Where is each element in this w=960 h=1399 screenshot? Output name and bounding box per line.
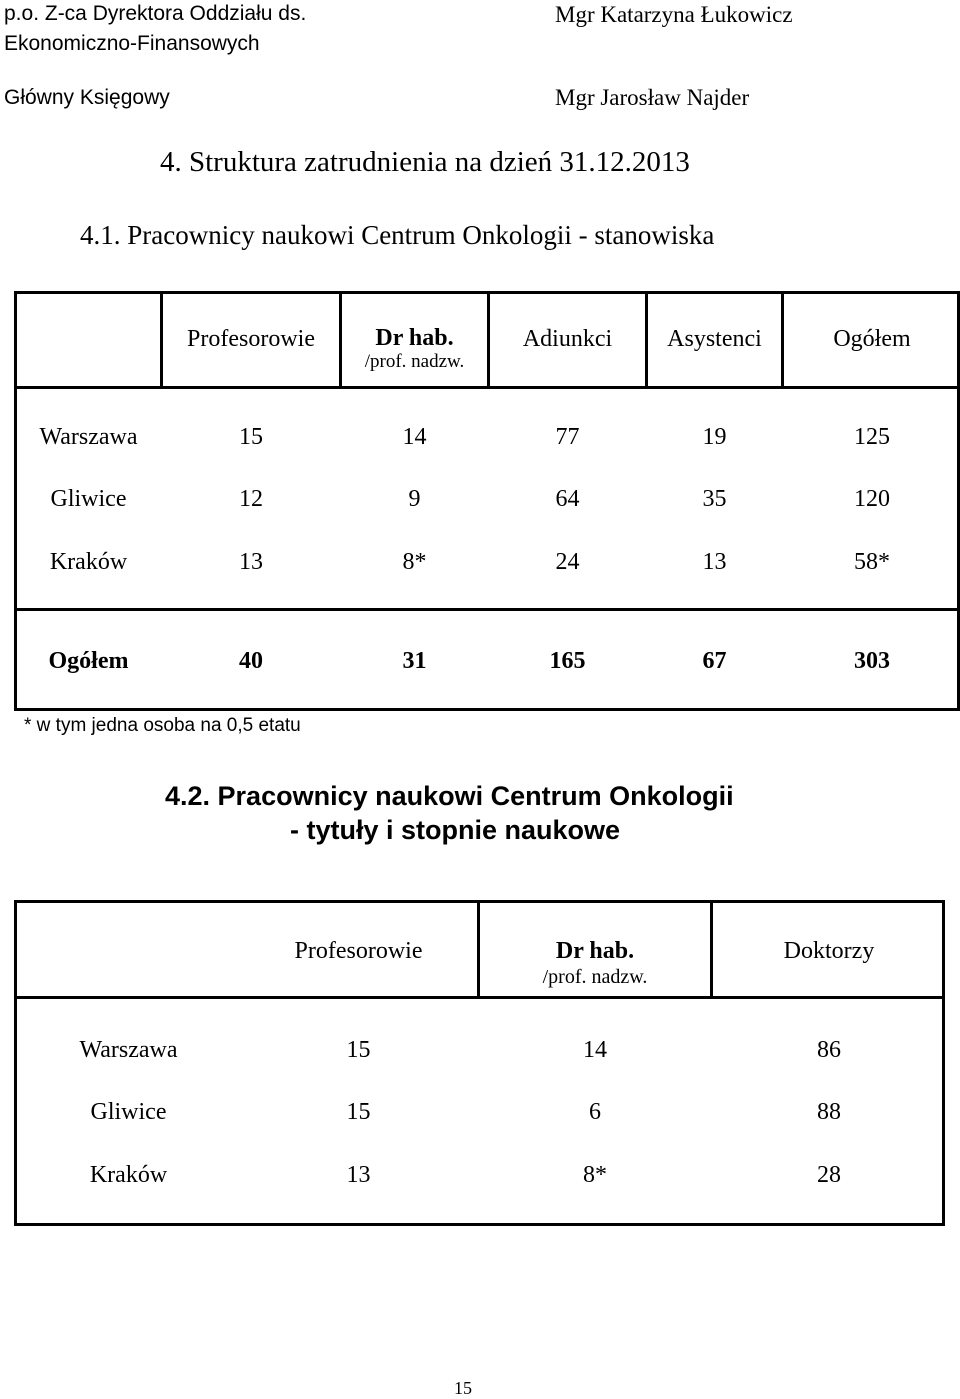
table1-row-label: Warszawa: [39, 424, 138, 450]
table2-cell: 15: [346, 1037, 371, 1063]
table1-col-header-line1: Profesorowie: [187, 326, 315, 352]
table1-cell: 13: [239, 549, 263, 575]
table1-cell: 24: [555, 549, 580, 575]
header-left-title-line2: Ekonomiczno-Finansowych: [4, 32, 260, 55]
table1-col-header: [342, 326, 487, 374]
table2-col-header: [240, 938, 477, 965]
table2-cell: 6: [589, 1099, 601, 1125]
table1-cell: 125: [854, 424, 890, 450]
table1-cell: 58*: [854, 549, 890, 575]
table2-cell: 13: [346, 1162, 371, 1188]
table1-cell: 15: [239, 424, 263, 450]
table1-total-divider: [14, 608, 960, 611]
table1-cell: 19: [702, 424, 727, 450]
table1-col-header: [784, 326, 960, 353]
header-right-name: Mgr Jarosław Najder: [555, 85, 750, 110]
table2-heading-line1: 4.2. Pracownicy naukowi Centrum Onkologii: [165, 781, 734, 811]
table1-total-cell: 31: [402, 648, 427, 674]
table2-row-label: Gliwice: [90, 1099, 167, 1125]
table1-cell: 14: [402, 424, 427, 450]
table2-col-header-line1: Doktorzy: [783, 938, 875, 964]
page-number: 15: [454, 1378, 472, 1398]
table1-cell: 8*: [402, 549, 427, 575]
table2-col-header: [713, 938, 945, 965]
table1-total-cell: 165: [549, 648, 586, 674]
table2-row-label: Warszawa: [79, 1037, 178, 1063]
table1-cell: 9: [408, 486, 421, 512]
table1-cell: 120: [854, 486, 890, 512]
table2-cell: 86: [817, 1037, 841, 1063]
table1-cell: 77: [555, 424, 580, 450]
table1-heading: 4.1. Pracownicy naukowi Centrum Onkologii - stanowiska: [80, 220, 715, 250]
table1-col-header: [163, 326, 339, 353]
table2-col-header-line1: Dr hab.: [555, 938, 635, 964]
header-left-title-line1: p.o. Z-ca Dyrektora Oddziału ds.: [4, 2, 307, 25]
table1-row-label: Kraków: [49, 549, 128, 575]
table2-cell: 28: [817, 1162, 841, 1188]
table1-total-cell: 303: [854, 648, 890, 674]
table1-cell: 64: [555, 486, 580, 512]
table2-cell: 14: [583, 1037, 607, 1063]
table1-cell: 12: [239, 486, 263, 512]
table2-col-header-line1: Profesorowie: [294, 938, 423, 964]
table1-col-header-line2: /prof. nadzw.: [364, 351, 465, 372]
table2-row-label: Kraków: [89, 1162, 168, 1188]
table1-row-label: Gliwice: [50, 486, 127, 512]
table1-total-cell: 40: [239, 648, 263, 674]
table1-cell: 13: [702, 549, 727, 575]
table1-col-header-line1: Dr hab.: [375, 325, 454, 351]
table2-col-header-line2: /prof. nadzw.: [542, 966, 648, 988]
table2-cell: 15: [346, 1099, 371, 1125]
header-right-title: Główny Księgowy: [4, 86, 170, 109]
table1-cell: 35: [702, 486, 727, 512]
table1-col-header-line1: Adiunkci: [522, 326, 613, 352]
section-heading: 4. Struktura zatrudnienia na dzień 31.12.2013: [160, 146, 690, 178]
table2-cell: 8*: [583, 1162, 607, 1188]
table1-col-header: [648, 326, 781, 353]
table2-col-header: [480, 938, 710, 990]
table1-footnote: * w tym jedna osoba na 0,5 etatu: [24, 715, 301, 736]
table1-total-label: Ogółem: [48, 648, 129, 674]
table1-col-header-line1: Ogółem: [833, 326, 911, 352]
table1-total-cell: 67: [702, 648, 727, 674]
table2-heading-line2: - tytuły i stopnie naukowe: [290, 815, 621, 845]
header-left-name: Mgr Katarzyna Łukowicz: [555, 2, 793, 27]
table1-col-header-line1: Asystenci: [667, 326, 762, 352]
table1-col-header: [490, 326, 645, 353]
table2-cell: 88: [817, 1099, 841, 1125]
